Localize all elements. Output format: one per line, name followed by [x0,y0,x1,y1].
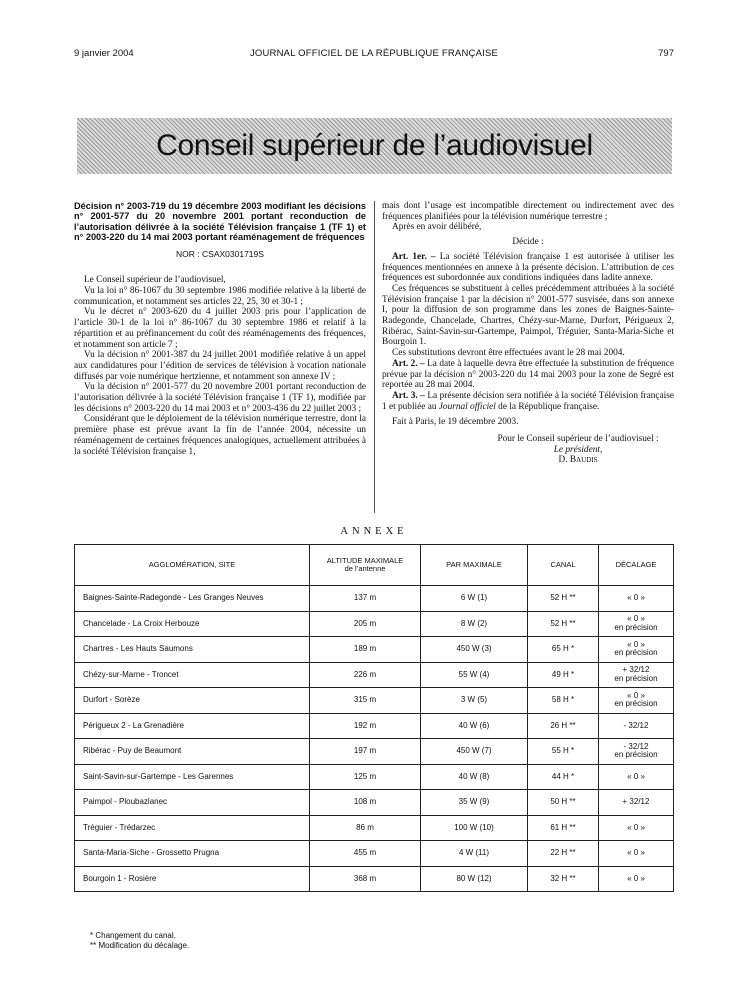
cell-canal: 52 H ** [528,611,599,637]
footnote-canal: * Changement du canal. [90,931,176,940]
left-paragraph: Vu la décision n° 2001-387 du 24 juillet 2001 modifiée relative à un appel aux candidatures pour l’édition de services de télévision à vocation nationale diffusés par voie numérique hertzienne, et notamment son annexe IV ; [74,350,366,382]
article-1-text: La société Télévision française 1 est autorisée à utiliser les fréquences mentionnées en annexe à la présente décision. L’attribution de ces fréquences est subordonnée aux conditions indiquées dans ladite annexe. [382,251,674,284]
cell-altitude: 226 m [310,662,421,688]
table-row [75,764,674,790]
cell-altitude: 205 m [310,611,421,637]
cell-altitude: 189 m [310,637,421,663]
cell-altitude: 86 m [310,815,421,841]
apres-delibere: Après en avoir délibéré, [392,222,482,233]
annexe-title: ANNEXE [340,526,408,537]
cell-decalage [599,586,674,612]
col-header-altitude [310,545,421,586]
decalage-precision: en précision [614,622,658,632]
decalage-value: « 0 » [627,848,645,857]
left-paragraph: Vu la décision n° 2001-577 du 20 novembre 2001 portant reconduction de l’autorisation délivrée à la société Télévision française 1 (TF 1), modifiée par les décisions n° 2003-220 du 14 mai 2003 et n° 2003-436 du 22 juillet 2003 ; [74,382,366,414]
cell-par: 40 W (6) [421,713,528,739]
decalage-precision: en précision [614,699,658,709]
table-row [75,841,674,867]
decalage-value: - 32/12 [623,720,649,730]
table-row [75,866,674,892]
cell-site: Chancelade - La Croix Herbouze [75,611,310,637]
table-row [75,713,674,739]
cell-par: 3 W (5) [421,688,528,714]
section-banner-title: Conseil supérieur de l’audiovisuel [156,129,593,162]
cell-canal: 61 H ** [528,815,599,841]
table-row [75,611,674,637]
article-2 [382,359,674,391]
cell-decalage [599,688,674,714]
decalage-value: « 0 » [627,639,645,649]
cell-canal: 58 H * [528,688,599,714]
column-divider [374,201,375,513]
cell-decalage [599,815,674,841]
article-3-label: Art. 3. – [392,390,425,401]
cell-canal: 49 H * [528,662,599,688]
cell-site: Durfort - Sorèze [75,688,310,714]
decalage-value: + 32/12 [622,797,650,806]
cell-canal: 50 H ** [528,790,599,816]
decalage-value: « 0 » [627,873,645,883]
article-3-text-a: La présente décision sera notifiée à la société Télévision française 1 et publiée au [382,390,675,412]
cell-site: Bourgoin 1 - Rosière [75,866,310,892]
decalage-value: « 0 » [627,771,645,781]
cell-par: 8 W (2) [421,611,528,637]
decalage-precision: en précision [614,648,658,658]
header-page-number: 797 [658,48,674,59]
cell-altitude: 108 m [310,790,421,816]
fait-a-paris: Fait à Paris, le 19 décembre 2003. [392,417,519,428]
decalage-value: « 0 » [627,690,645,700]
cell-par: 100 W (10) [421,815,528,841]
decalage-value: - 32/12 [623,741,649,751]
cell-par: 80 W (12) [421,866,528,892]
decalage-precision: en précision [614,673,658,683]
cell-canal: 26 H ** [528,713,599,739]
cell-site: Saint-Savin-sur-Gartempe - Les Garennes [75,764,310,790]
cell-par: 55 W (4) [421,662,528,688]
footnotes [90,931,189,950]
cell-decalage [599,866,674,892]
table-body [75,586,674,892]
cell-site: Chartres - Les Hauts Saumons [75,637,310,663]
altitude-header-line2: de l’antenne [344,564,386,573]
cell-par: 450 W (3) [421,637,528,663]
right-intro: mais dont l’usage est incompatible directement ou indirectement avec des fréquences planifiées pour la télévision numérique terrestre ; [382,201,674,222]
table-row [75,790,674,816]
cell-altitude: 137 m [310,586,421,612]
table-header-row [75,545,674,586]
frequency-table [74,544,674,892]
signature-name: D. Baudis [558,455,598,466]
col-header-canal: CANAL [528,545,599,586]
table-row [75,662,674,688]
section-banner [77,118,672,174]
header-date: 9 janvier 2004 [74,48,134,59]
col-header-par: PAR MAXIMALE [421,545,528,586]
left-paragraph: Vu le décret n° 2003-620 du 4 juillet 2003 pris pour l’application de l’article 30-1 de la loi n° 86-1067 du 30 septembre 1986 et relatif à la répartition et au préfinancement du coût des réaménagements des fréquences, et notamment son article 7 ; [74,307,366,350]
cell-altitude: 125 m [310,764,421,790]
col-header-decalage: DÉCALAGE [599,545,674,586]
cell-canal: 52 H ** [528,586,599,612]
cell-par: 450 W (7) [421,739,528,765]
cell-site: Santa-Maria-Siche - Grossetto Prugna [75,841,310,867]
right-column [382,201,674,466]
decalage-value: + 32/12 [622,665,650,675]
article-2-text: La date à laquelle devra être effectuée la substitution de fréquence prévue par la décision n° 2003-220 du 14 mai 2003 pour la zone de Segré est reportée au 28 mai 2004. [382,358,674,391]
decalage-value: « 0 » [627,614,645,624]
cell-decalage [599,713,674,739]
article-2-label: Art. 2. – [392,358,425,369]
article-1-paragraph-3: Ces substitutions devront être effectuées avant le 28 mai 2004. [392,348,625,359]
cell-decalage [599,841,674,867]
cell-altitude: 455 m [310,841,421,867]
decide-heading: Décide : [512,237,544,248]
running-header [74,48,674,62]
cell-canal: 22 H ** [528,841,599,867]
col-header-site: AGGLOMÉRATION, SITE [75,545,310,586]
left-paragraph: Considérant que le déploiement de la télévision numérique terrestre, dont la première phase est prévue avant la fin de l’année 2004, nécessite un réaménagement de certaines fréquences analogiques, actuellement attribuées à la société Télévision française 1, [74,414,366,457]
table-row [75,815,674,841]
cell-altitude: 197 m [310,739,421,765]
left-paragraph: Le Conseil supérieur de l’audiovisuel, [84,275,226,286]
signature-line: Pour le Conseil supérieur de l’audiovisuel : [497,434,659,445]
decision-title: Décision n° 2003-719 du 19 décembre 2003 modifiant les décisions n° 2001-577 du 20 novembre 2001 portant reconduction de l’autorisation délivrée à la société Télévision française 1 (TF 1) et n° 2003-220 du 14 mai 2003 portant réaménagement de fréquences [74,201,366,243]
cell-site: Baignes-Sainte-Radegonde - Les Granges Neuves [75,586,310,612]
left-column [74,201,366,457]
table-row [75,688,674,714]
cell-site: Périgueux 2 - La Grenadière [75,713,310,739]
left-paragraph: Vu la loi n° 86-1067 du 30 septembre 1986 modifiée relative à la liberté de communication, et notamment ses articles 22, 25, 30 et 30-1 ; [74,286,366,307]
table-row [75,637,674,663]
cell-par: 4 W (11) [421,841,528,867]
cell-site: Ribérac - Puy de Beaumont [75,739,310,765]
cell-decalage [599,764,674,790]
cell-canal: 65 H * [528,637,599,663]
cell-decalage [599,739,674,765]
decalage-precision: en précision [614,750,658,760]
header-journal-title: JOURNAL OFFICIEL DE LA RÉPUBLIQUE FRANÇAISE [249,48,499,59]
cell-par: 35 W (9) [421,790,528,816]
cell-decalage [599,637,674,663]
cell-par: 40 W (8) [421,764,528,790]
journal-officiel-ref: Journal officiel [438,401,496,412]
cell-altitude: 315 m [310,688,421,714]
nor-reference: NOR : CSAX0301719S [176,248,264,259]
footnote-decalage: ** Modification du décalage. [90,940,190,950]
decalage-value: « 0 » [627,593,645,602]
cell-site: Chézy-sur-Marne - Troncet [75,662,310,688]
decalage-value: « 0 » [627,822,645,832]
cell-decalage [599,662,674,688]
signature-role: Le président, [553,444,603,455]
cell-canal: 32 H ** [528,866,599,892]
table-row [75,586,674,612]
article-3 [382,391,674,412]
cell-altitude: 368 m [310,866,421,892]
cell-altitude: 192 m [310,713,421,739]
article-1-label: Art. 1er. – [392,251,436,262]
article-3-text-b: de la République française. [495,401,600,412]
cell-site: Paimpol - Ploubazlanec [75,790,310,816]
cell-canal: 44 H * [528,764,599,790]
altitude-header-line1: ALTITUDE MAXIMALE [326,556,404,565]
cell-decalage [599,611,674,637]
cell-site: Tréguier - Trédarzec [75,815,310,841]
article-1 [382,252,674,284]
cell-par: 6 W (1) [421,586,528,612]
article-1-paragraph-2: Ces fréquences se substituent à celles précédemment attribuées à la société Télévision française 1 par la décision n° 2001-577 susvisée, dans son annexe I, pour la diffusion de son programme dans les zones de Baignes-Sainte-Radegonde, Chancelade, Chartres, Chézy-sur-Marne, Durfort, Périgueux 2, Ribérac, Saint-Savin-sur-Gartempe, Paimpol, Tréguier, Santa-Maria-Siche et Bourgoin 1. [382,283,674,348]
cell-decalage [599,790,674,816]
table-row [75,739,674,765]
cell-canal: 55 H * [528,739,599,765]
